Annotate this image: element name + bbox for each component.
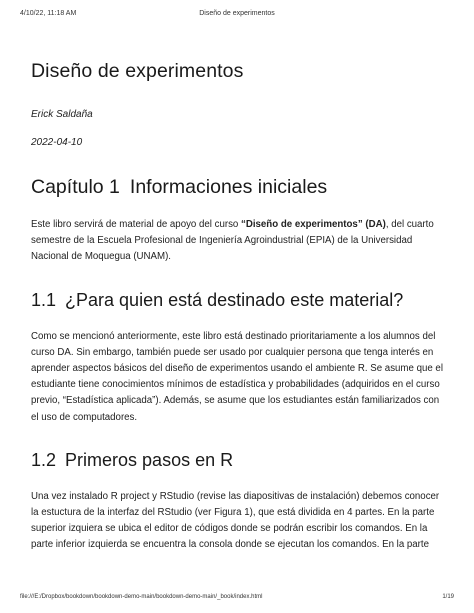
publication-date: 2022-04-10 <box>31 137 83 148</box>
section-number: 1.1 <box>31 289 57 310</box>
print-file-url: file:///E:/Dropbox/bookdown/bookdown-demo-main/bookdown-demo-main/_book/index.html <box>20 594 263 600</box>
section-heading-1-2 <box>31 450 445 471</box>
print-footer <box>20 594 454 604</box>
chapter-heading <box>31 176 445 199</box>
section-title: Primeros pasos en R <box>65 449 234 470</box>
page-counter: 1/19 <box>442 594 454 600</box>
chapter-title: Informaciones iniciales <box>129 176 328 198</box>
author: Erick Saldaña <box>31 109 93 120</box>
section-title: ¿Para quien está destinado este material? <box>65 289 404 310</box>
print-doc-title: Diseño de experimentos <box>199 10 275 17</box>
intro-text-start: Este libro servirá de material de apoyo del curso <box>31 219 241 230</box>
course-name-bold: “Diseño de experimentos” (DA) <box>241 219 386 230</box>
section-number: 1.2 <box>31 449 57 470</box>
book-title: Diseño de experimentos <box>31 60 244 82</box>
print-header <box>20 10 454 22</box>
print-datetime: 4/10/22, 11:18 AM <box>20 10 77 17</box>
section-heading-1-1 <box>31 290 445 311</box>
chapter-intro-paragraph <box>31 217 445 266</box>
document-body <box>31 60 445 554</box>
section-1-1-paragraph: Como se mencionó anteriormente, este libro está destinado prioritariamente a los alumnos del curso DA. Sin embargo, también puede ser usado por cualquier persona que tenga interés en aprender aspectos básicos del diseño de experimentos usando el ambiente R. Se asume que el estudiante tiene conocimientos mínimos de estadística y probabilidades (adquiridos en el curso previo, “Estadística aplicada”). Además, se asume que los estudiantes están familiarizados con el uso de computadores. <box>31 330 443 423</box>
section-1-2-paragraph: Una vez instalado R project y RStudio (revise las diapositivas de instalación) debemos conocer la estuctura de la interfaz del RStudio (ver Figura 1), que está dividida en 4 partes. En la parte superior izquiera se ubica el editor de códigos donde se podrán escribir los comandos. En la parte inferior izquierda se encuentra la consola donde se ejecutan los comandos. En la parte <box>31 490 440 551</box>
chapter-number: Capítulo 1 <box>31 176 120 198</box>
intro-text-end: , del cuarto semestre de la Escuela Profesional de Ingeniería Agroindustrial (EPIA) de la Universidad Nacional de Moquegua (UNAM). <box>31 219 434 263</box>
